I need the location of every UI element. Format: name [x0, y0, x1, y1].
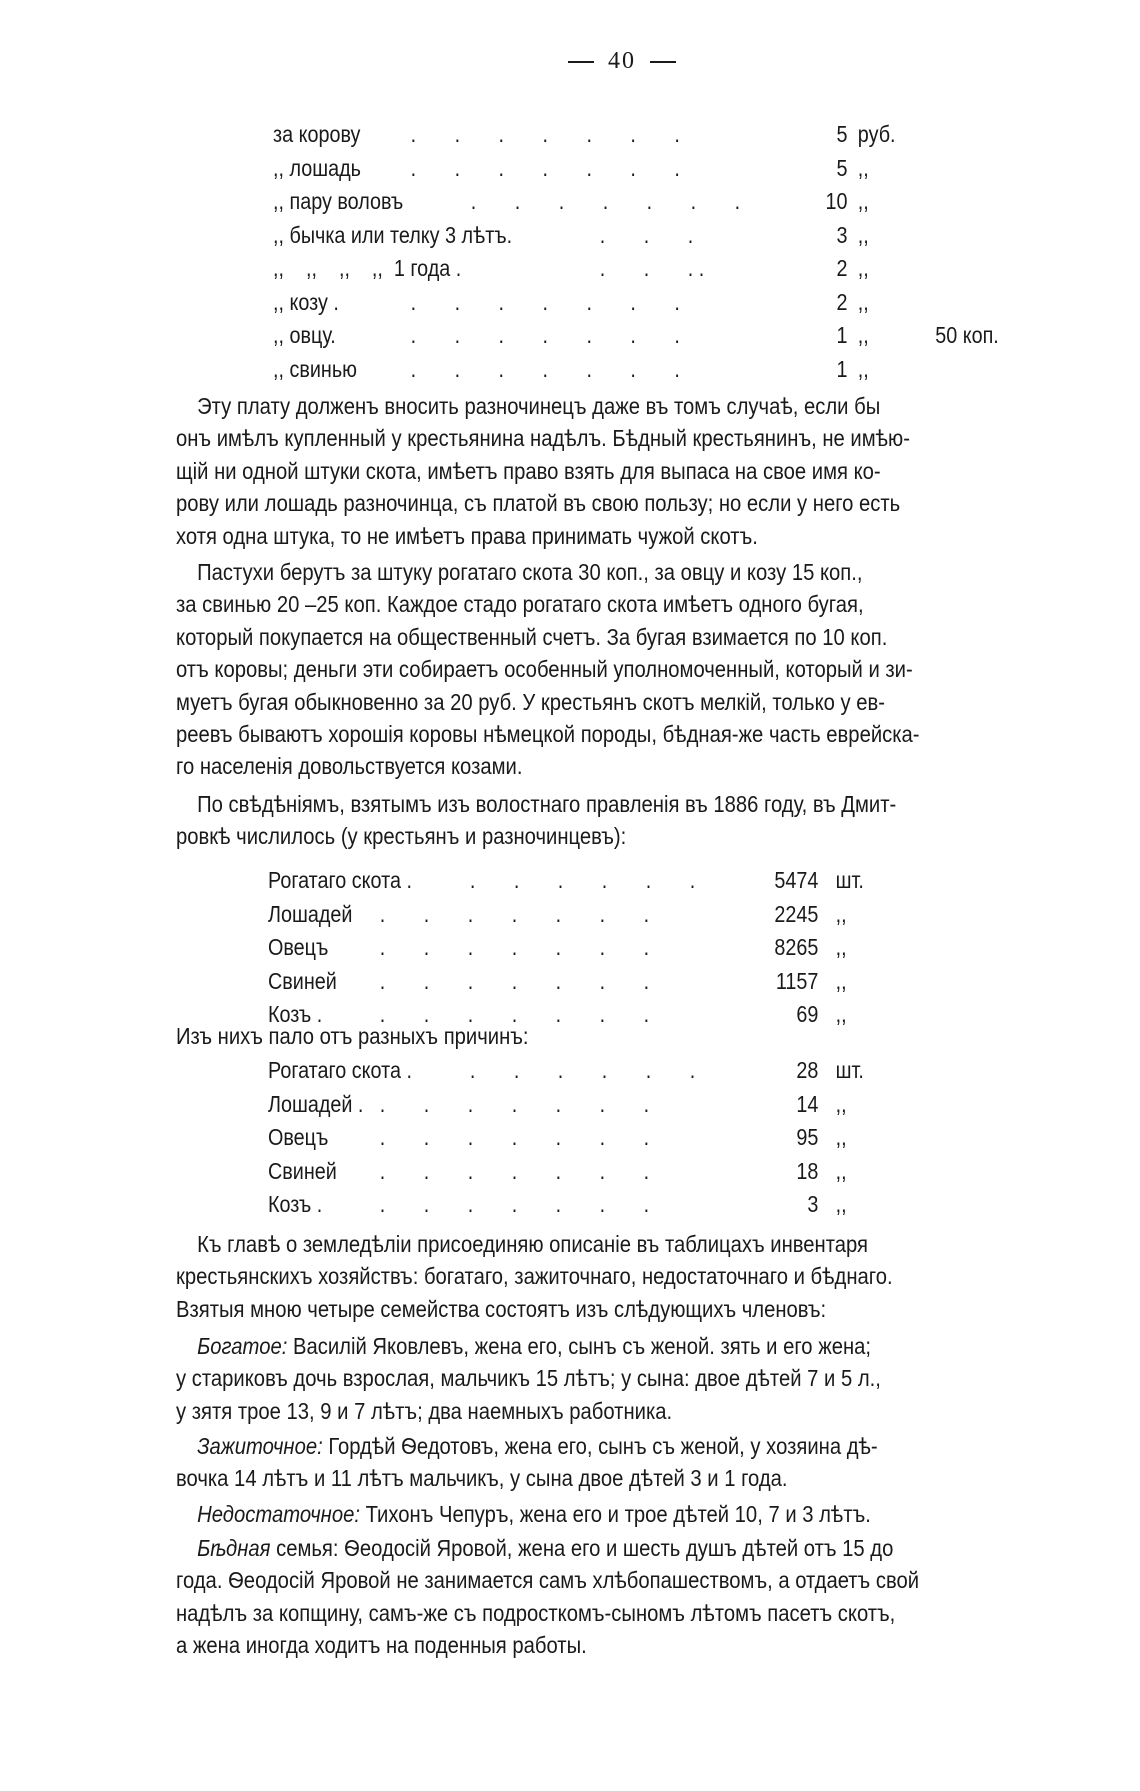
- leader-dots: . . . . . .: [431, 867, 696, 893]
- stat-unit: ,,: [835, 1001, 847, 1027]
- stat-label: Козъ .: [268, 1001, 323, 1027]
- text-line: вочка 14 лѣтъ и 11 лѣтъ мальчикъ, у сына двое дѣтей 3 и 1 года.: [176, 1465, 788, 1492]
- leader-dots: . . . .: [599, 255, 705, 281]
- stat-value: 5474: [774, 867, 819, 893]
- stat-value: 69: [796, 1001, 819, 1027]
- stat-unit: ,,: [835, 1191, 847, 1217]
- fee-amount: 5: [836, 121, 848, 147]
- fee-label: ,, козу .: [273, 288, 339, 315]
- stat-row: [268, 931, 870, 965]
- stat-row: [268, 864, 870, 898]
- dash-right: [650, 61, 676, 63]
- leader-dots: . . . . . . .: [379, 1001, 650, 1027]
- fee-extra: 50 коп.: [935, 322, 999, 348]
- stat-unit: ,,: [835, 967, 847, 994]
- text-span: Гордѣй Ѳедотовъ, жена его, сынъ съ женой, у хозяина дѣ-: [328, 1433, 878, 1459]
- text-line: рову или лошадь разночинца, съ платой въ свою пользу; но если у него есть: [176, 490, 901, 517]
- fee-amount: 3: [836, 221, 848, 248]
- stat-label: Овецъ: [268, 1124, 329, 1150]
- fee-row: [273, 219, 875, 253]
- text-line: Къ главѣ о земледѣліи присоединяю описаніе въ таблицахъ инвентаря: [197, 1231, 869, 1257]
- household-type-label: Недостаточное:: [197, 1501, 360, 1527]
- text-line: Изъ нихъ пало отъ разныхъ причинъ:: [176, 1023, 529, 1049]
- fee-unit: ,,: [857, 255, 869, 281]
- leader-dots: . . . . . . .: [379, 967, 650, 994]
- leader-dots: . . . . . . .: [410, 154, 680, 181]
- fee-amount: 1: [836, 322, 848, 348]
- text-line: который покупается на общественный счетъ. За бугая взимается по 10 коп.: [176, 623, 888, 650]
- stat-label: Лошадей: [268, 900, 353, 927]
- fee-amount: 5: [836, 154, 848, 181]
- leader-dots: . . . . . . .: [470, 188, 741, 214]
- leader-dots: . . . . . . .: [379, 900, 650, 927]
- text-line: онъ имѣлъ купленный у крестьянина надѣлъ. Бѣдный крестьянинъ, не имѣю-: [176, 425, 910, 452]
- fee-unit: ,,: [857, 288, 869, 315]
- fee-unit: ,,: [857, 221, 869, 248]
- text-line: а жена иногда ходитъ на поденныя работы.: [176, 1632, 587, 1659]
- text-line: [176, 1532, 986, 1564]
- text-line: Пастухи берутъ за штуку рогатаго скота 30 коп., за овцу и козу 15 коп.,: [197, 559, 863, 585]
- text-line: надѣлъ за копщину, самъ-же съ подросткомъ-сыномъ лѣтомъ пасетъ скотъ,: [176, 1599, 896, 1626]
- fee-unit: ,,: [857, 154, 869, 181]
- stat-value: 3: [807, 1191, 819, 1217]
- paragraph-households-intro: [176, 1228, 1096, 1325]
- fee-row: [273, 252, 875, 286]
- livestock-died-table: [268, 1054, 968, 1222]
- text-line: года. Ѳеодосій Яровой не занимается самъ хлѣбопашествомъ, а отдаетъ свой: [176, 1567, 920, 1594]
- household-type-label: Богатое:: [197, 1333, 288, 1359]
- leader-dots: . . . . . . .: [379, 1090, 650, 1117]
- text-span: Тихонъ Чепуръ, жена его и трое дѣтей 10, 7 и 3 лѣтъ.: [365, 1501, 871, 1527]
- fee-row: [273, 152, 875, 186]
- stat-value: 1157: [775, 967, 819, 994]
- stat-value: 95: [796, 1124, 819, 1150]
- leader-dots: . . . . . . .: [379, 934, 650, 960]
- leader-dots: . . . . . . .: [379, 1191, 650, 1217]
- stat-value: 2245: [774, 900, 819, 927]
- page-number: [0, 48, 1140, 75]
- stat-label: Козъ .: [268, 1191, 323, 1217]
- text-line: [176, 1430, 986, 1462]
- stat-unit: ,,: [835, 934, 847, 960]
- text-line: Взятыя мною четыре семейства состоятъ изъ слѣдующихъ членовъ:: [176, 1295, 827, 1322]
- leader-dots: . . . . . . .: [410, 121, 680, 147]
- paragraph-fee-rules: [176, 390, 1096, 552]
- fee-row: [273, 353, 875, 387]
- text-line: ровкѣ числилось (у крестьянъ и разночинцевъ):: [176, 823, 627, 850]
- household-type-label: Бѣдная: [197, 1535, 271, 1561]
- stat-value: 18: [796, 1157, 819, 1184]
- stat-unit: ,,: [835, 1157, 847, 1184]
- stat-unit: ,,: [835, 1090, 847, 1117]
- paragraph-poor-household: [176, 1532, 1096, 1662]
- text-line: хотя одна штука, то не имѣетъ права принимать чужой скотъ.: [176, 522, 758, 549]
- text-line: По свѣдѣніямъ, взятымъ изъ волостнаго правленія въ 1886 году, въ Дмит-: [197, 791, 897, 817]
- stat-row: [268, 965, 870, 999]
- stat-label: Овецъ: [268, 934, 329, 960]
- stat-row: [268, 898, 870, 932]
- died-intro: [176, 1020, 1096, 1052]
- fee-amount: 2: [836, 288, 848, 315]
- paragraph-herdsmen: [176, 556, 1096, 783]
- dash-left: [568, 61, 594, 63]
- household-type-label: Зажиточное:: [197, 1433, 323, 1459]
- text-line: го населенія довольствуется козами.: [176, 753, 523, 780]
- fee-unit: ,,: [857, 188, 869, 214]
- leader-dots: . . .: [599, 221, 694, 248]
- paragraph-rich-household: [176, 1330, 1096, 1427]
- fee-label: ,, бычка или телку 3 лѣтъ.: [273, 221, 513, 248]
- fee-label: ,, свинью: [273, 355, 357, 382]
- fee-row: [273, 319, 999, 353]
- text-span: семья: Ѳеодосій Яровой, жена его и шесть душъ дѣтей отъ 15 до: [276, 1535, 894, 1561]
- livestock-1886-table: [268, 864, 968, 1032]
- stat-unit: ,,: [835, 1124, 847, 1150]
- stat-unit: ,,: [835, 900, 847, 927]
- grazing-fee-table: [273, 118, 999, 386]
- page-number-value: 40: [608, 48, 636, 74]
- fee-row: [273, 286, 875, 320]
- stat-value: 28: [796, 1057, 819, 1083]
- fee-label: ,, пару воловъ: [273, 188, 404, 214]
- stat-label: Свиней: [268, 1157, 337, 1184]
- stat-row: [268, 1088, 870, 1122]
- fee-label: ,, овцу.: [273, 322, 336, 348]
- leader-dots: . . . . . . .: [379, 1124, 650, 1150]
- stat-unit: шт.: [835, 1057, 864, 1083]
- fee-label: ,, лошадь: [273, 154, 361, 181]
- stat-unit: шт.: [835, 867, 864, 893]
- paragraph-census-intro: [176, 788, 1096, 853]
- text-line: [176, 1330, 986, 1362]
- fee-unit: руб.: [857, 121, 896, 147]
- fee-label: за корову: [273, 121, 361, 147]
- text-line: у зятя трое 13, 9 и 7 лѣтъ; два наемныхъ работника.: [176, 1397, 673, 1424]
- leader-dots: . . . . . . .: [379, 1157, 650, 1184]
- text-line: реевъ бываютъ хорошія коровы нѣмецкой породы, бѣдная-же часть еврейска-: [176, 721, 920, 748]
- stat-row: [268, 1155, 870, 1189]
- leader-dots: . . . . . . .: [410, 288, 680, 315]
- stat-row: [268, 1188, 870, 1222]
- stat-label: Свиней: [268, 967, 337, 994]
- stat-label: Рогатаго скота .: [268, 867, 412, 893]
- text-line: у стариковъ дочь взрослая, мальчикъ 15 лѣтъ; у сына: двое дѣтей 7 и 5 л.,: [176, 1365, 881, 1392]
- stat-value: 8265: [774, 934, 819, 960]
- stat-label: Рогатаго скота .: [268, 1057, 412, 1083]
- text-line: муетъ бугая обыкновенно за 20 руб. У крестьянъ скотъ мелкій, только у ев-: [176, 688, 886, 715]
- fee-amount: 2: [836, 255, 848, 281]
- fee-amount: 1: [836, 355, 848, 382]
- fee-row: [273, 118, 896, 152]
- text-line: щій ни одной штуки скота, имѣетъ право взять для выпаса на свое имя ко-: [176, 457, 881, 484]
- fee-unit: ,,: [857, 322, 869, 348]
- text-span: Василій Яковлевъ, жена его, сынъ съ женой. зять и его жена;: [292, 1333, 872, 1359]
- leader-dots: . . . . . . .: [410, 322, 680, 348]
- fee-unit: ,,: [857, 355, 869, 382]
- paragraph-insufficient-household: [176, 1498, 1096, 1530]
- text-line: [176, 1498, 986, 1530]
- paragraph-prosperous-household: [176, 1430, 1096, 1495]
- text-line: Эту плату долженъ вносить разночинецъ даже въ томъ случаѣ, если бы: [197, 393, 881, 419]
- leader-dots: . . . . . . .: [410, 355, 680, 382]
- fee-amount: 10: [825, 188, 848, 214]
- stat-row: [268, 1054, 870, 1088]
- stat-row: [268, 1121, 870, 1155]
- fee-label: ,, ,, ,, ,, 1 года .: [273, 255, 462, 281]
- text-line: отъ коровы; деньги эти собираетъ особенный уполномоченный, который и зи-: [176, 656, 913, 683]
- stat-value: 14: [796, 1090, 819, 1117]
- leader-dots: . . . . . .: [431, 1057, 696, 1083]
- text-line: крестьянскихъ хозяйствъ: богатаго, зажиточнаго, недостаточнаго и бѣднаго.: [176, 1263, 893, 1290]
- text-line: за свинью 20 –25 коп. Каждое стадо рогатаго скота имѣетъ одного бугая,: [176, 591, 864, 618]
- fee-row: [273, 185, 875, 219]
- stat-label: Лошадей .: [268, 1090, 364, 1117]
